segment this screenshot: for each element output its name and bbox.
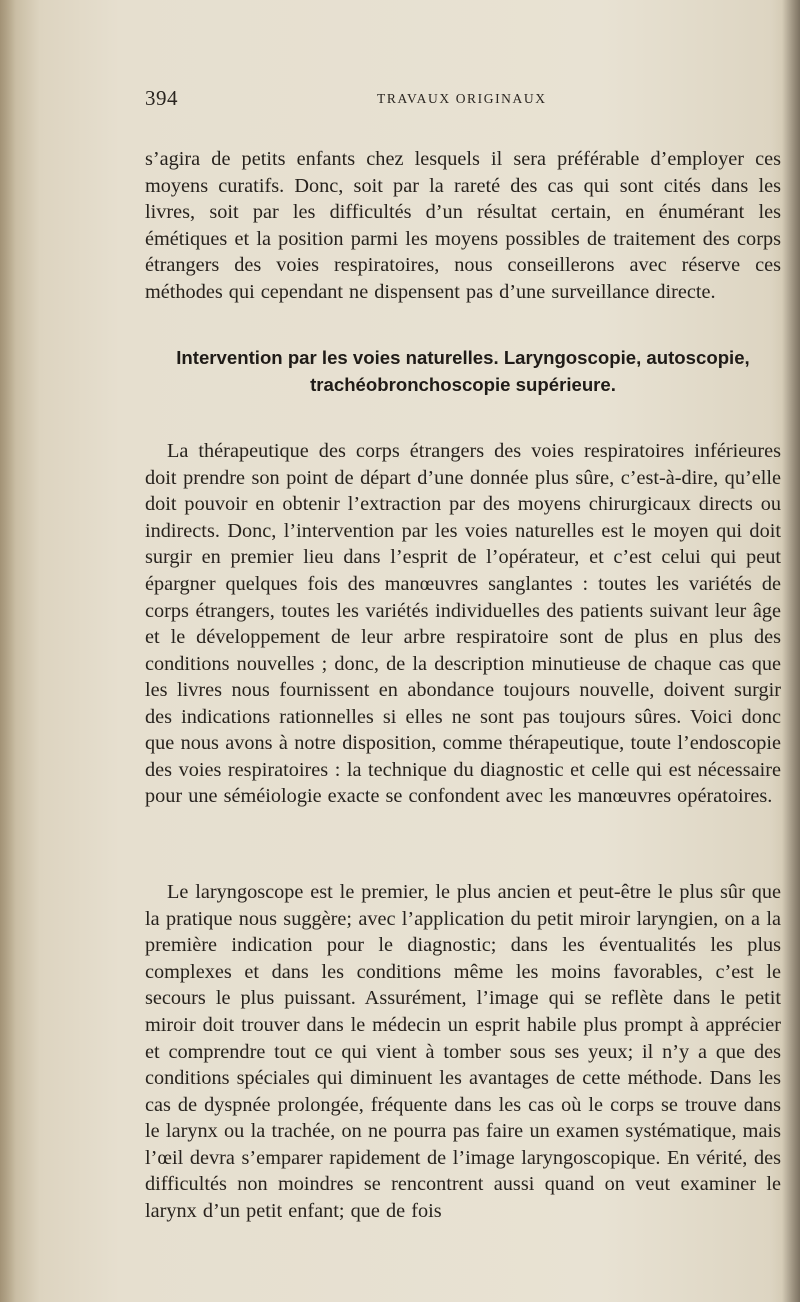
page-number: 394 bbox=[145, 86, 178, 110]
section-heading bbox=[145, 344, 781, 398]
section-heading-line-2: trachéobronchoscopie supérieure. bbox=[310, 374, 616, 395]
paragraph-therapeutique: La thérapeutique des corps étrangers des voies respiratoires inférieures doit prendre son point de départ d’une donnée plus sûre, c’est-à-dire, qu’elle doit pouvoir en obtenir l’extraction par des moyens chirurgicaux directs ou indirects. Donc, l’intervention par les voies naturelles est le moyen qui doit surgir en premier lieu dans l’esprit de l’opérateur, et c’est celui qui peut épargner quelques fois des manœuvres sanglantes : toutes les variétés de corps étrangers, toutes les variétés individuelles des patients suivant leur âge et le développement de leur arbre respiratoire sont de plus en plus des conditions nouvelles ; donc, de la description minutieuse de chaque cas que les livres nous fournissent en abondance toujours nouvelle, doivent surgir des indications rationnelles si elles ne sont pas toujours sûres. Voici donc que nous avons à notre disposition, comme thérapeutique, toute l’endoscopie des voies respiratoires : la technique du diagnostic et celle qui est nécessaire pour une séméiologie exacte se confondent avec les manœuvres opératoires. bbox=[145, 440, 781, 808]
paragraph-laryngoscope: Le laryngoscope est le premier, le plus ancien et peut-être le plus sûr que la pratique nous suggère; avec l’application du petit miroir laryngien, on a la première indication pour le diagnostic; dans les éventualités les plus complexes et dans les conditions même les moins favorables, c’est le secours le plus puissant. Assurément, l’image qui se reflète dans le petit miroir doit trouver dans le médecin un esprit habile plus prompt à apprécier et comprendre tout ce qui vient à tomber sous ses yeux; il n’y a que des conditions spéciales qui diminuent les avantages de cette méthode. Dans les cas de dyspnée prolongée, fréquente dans les cas où le corps se trouve dans le larynx ou la trachée, on ne pourra pas faire un examen systématique, mais l’œil devra s’emparer rapidement de l’image laryngoscopique. En vérité, des difficultés non moindres se rencontrent aussi quand on veut examiner le larynx d’un petit enfant; que de fois bbox=[145, 881, 781, 1222]
paragraph-continuation: s’agira de petits enfants chez lesquels il sera préférable d’employer ces moyens curatifs. Donc, soit par la rareté des cas qui sont cités dans les livres, soit par les difficultés d’un résultat certain, en énumérant les émétiques et la position parmi les moyens possibles de traitement des corps étrangers des voies respiratoires, nous conseillerons avec réserve ces méthodes qui cependant ne dispensent pas d’une surveillance directe. bbox=[145, 148, 781, 304]
page-gutter-shadow bbox=[0, 0, 16, 1302]
page-edge-shadow bbox=[782, 0, 800, 1302]
section-heading-line-1: Intervention par les voies naturelles. Laryngoscopie, autoscopie, bbox=[176, 347, 750, 368]
running-header bbox=[145, 86, 780, 114]
running-title: TRAVAUX ORIGINAUX bbox=[377, 91, 547, 106]
